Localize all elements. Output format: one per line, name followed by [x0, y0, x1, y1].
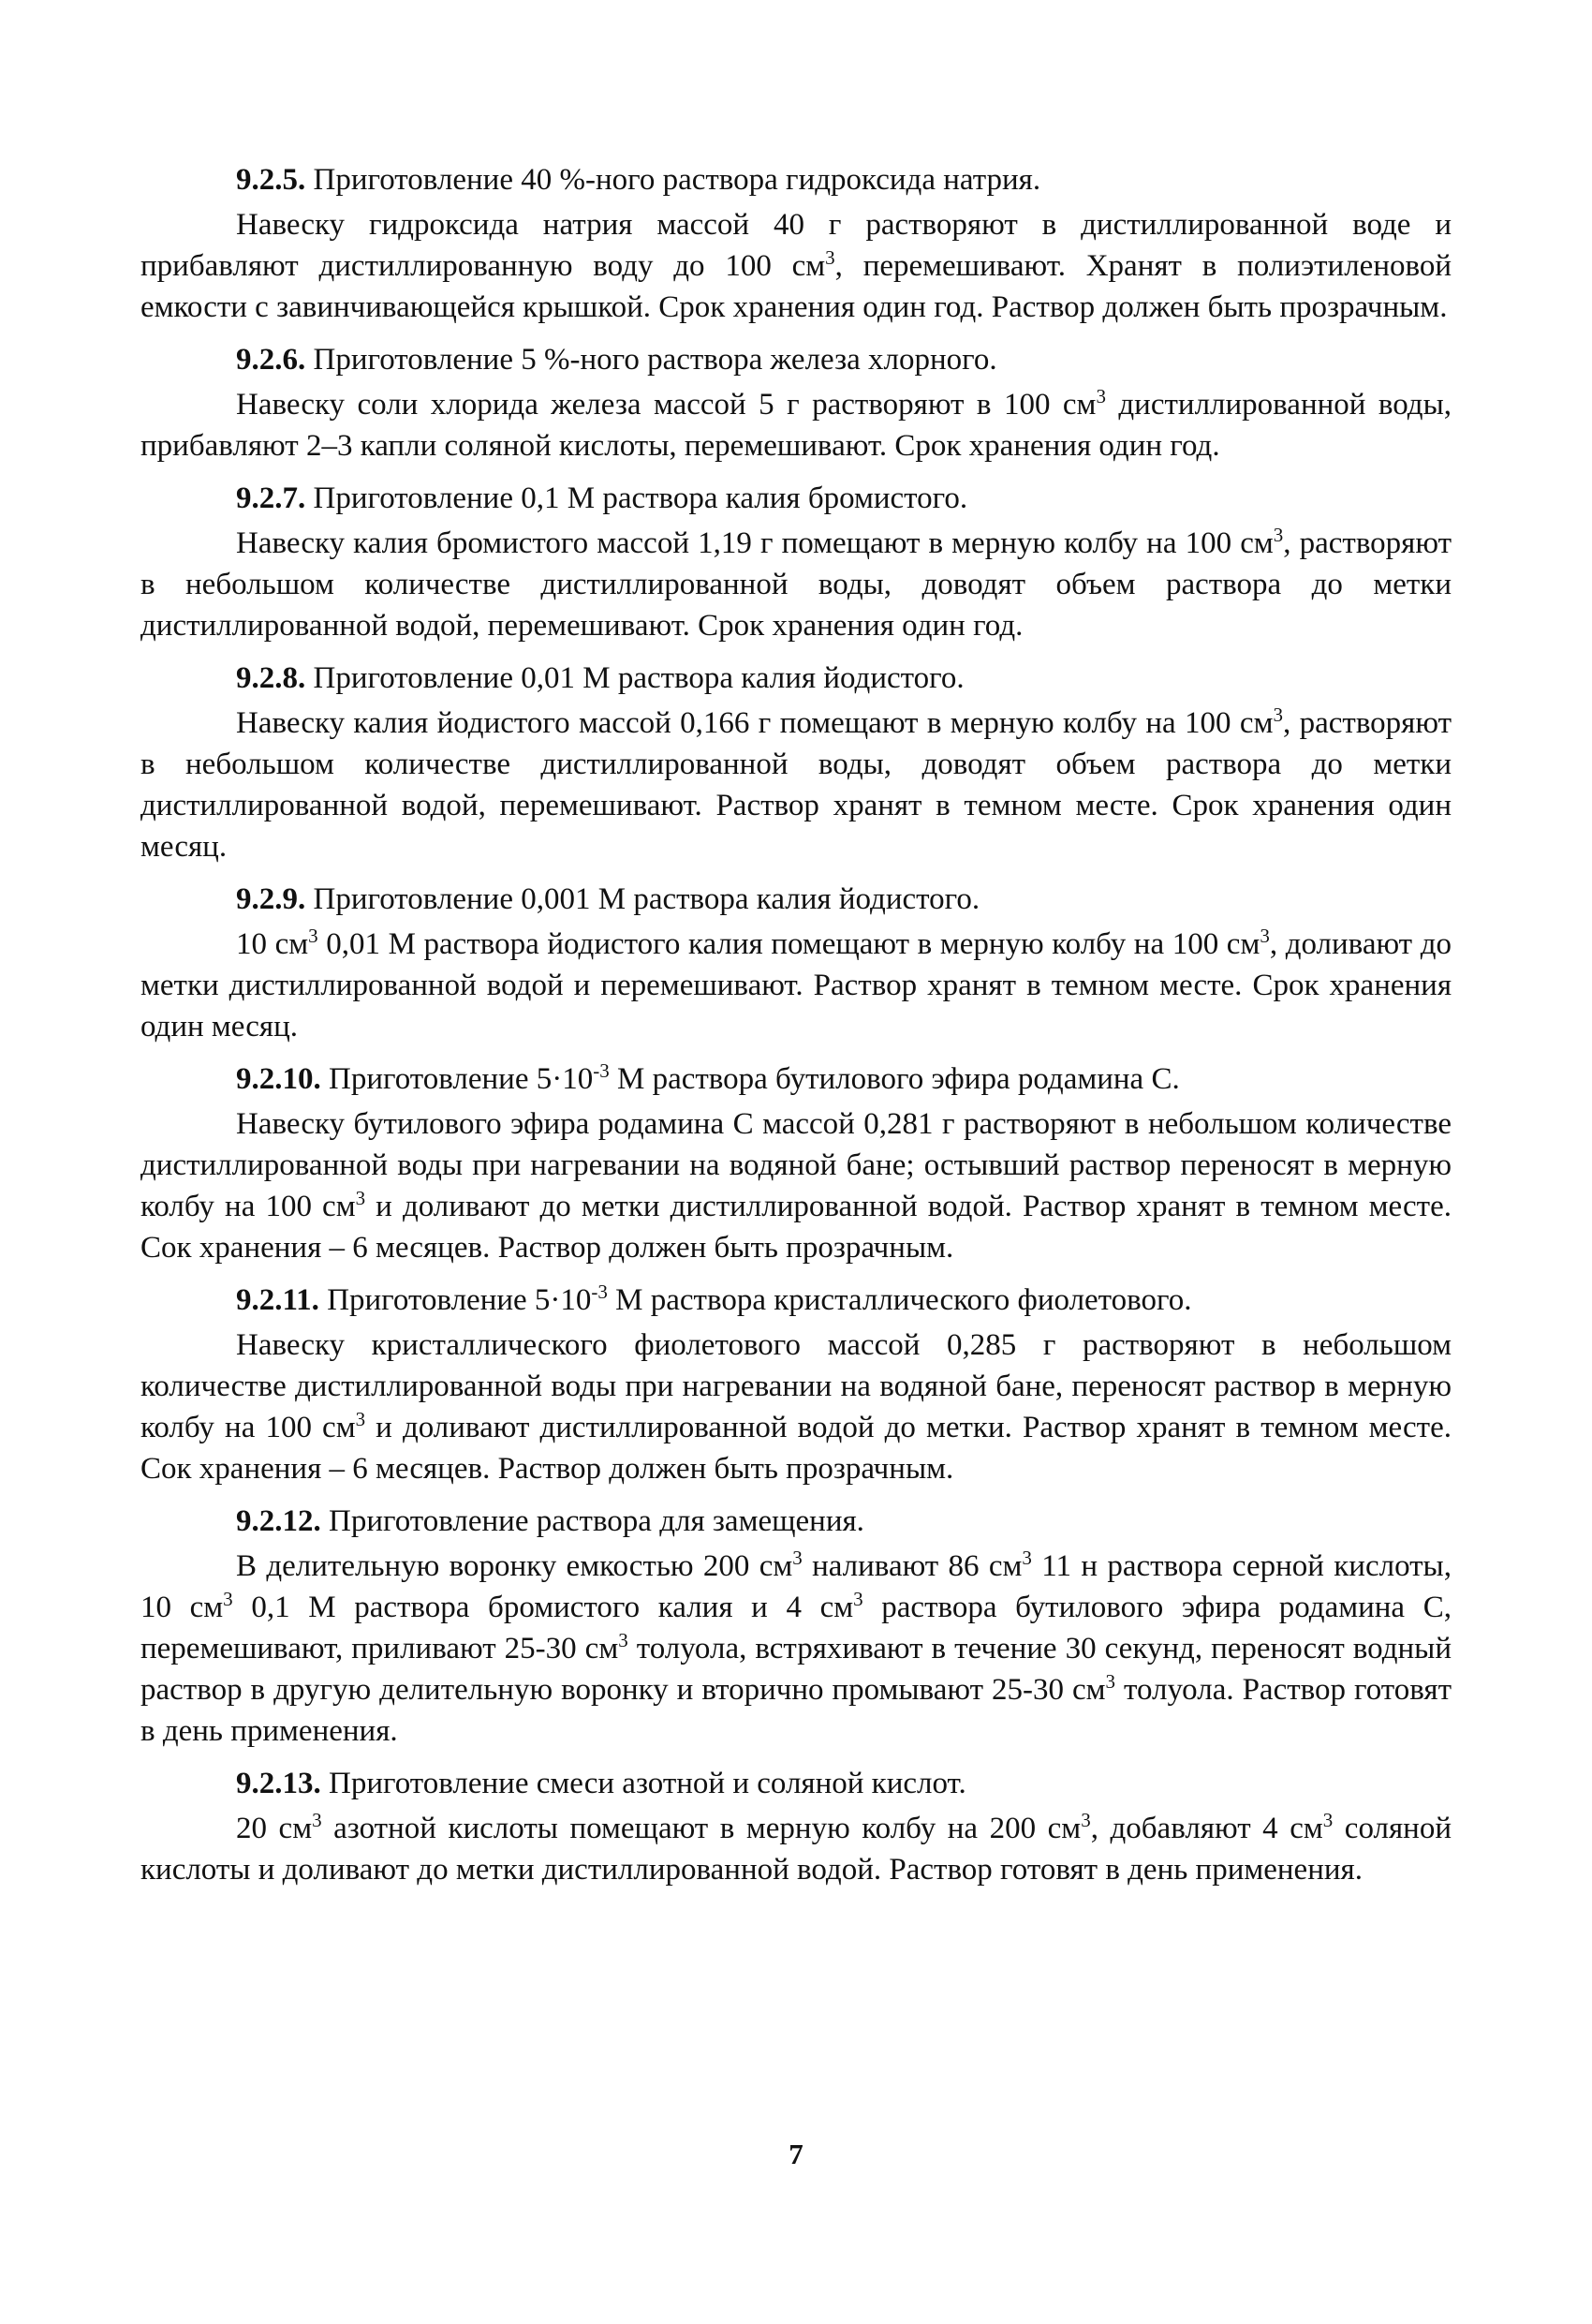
section-heading [140, 478, 1452, 519]
section-9-2-7 [140, 478, 1452, 646]
section-9-2-11 [140, 1280, 1452, 1489]
section-body: Навеску калия бромистого массой 1,19 г помещают в мерную колбу на 100 $см^3$, растворяют в небольшом количестве дистиллированной воды, доводят объем раствора до метки дистиллированной водой, перемешивают. Срок хранения один год. [140, 524, 1452, 643]
section-title: Приготовление смеси азотной и соляной кислот. [329, 1767, 966, 1800]
section-9-2-13 [140, 1763, 1452, 1890]
section-title: Приготовление $5\cdot 10^{-3}$ М раствора бутилового эфира родамина С. [329, 1059, 1180, 1096]
section-number: 9.2.9. [236, 882, 306, 916]
page-number: 7 [789, 2138, 803, 2170]
section-number: 9.2.7. [236, 481, 306, 515]
section-body: Навеску бутилового эфира родамина С массой 0,281 г растворяют в небольшом количестве дистиллированной воды при нагревании на водяной бане; остывший раствор переносят в мерную колбу на 100 $см^3$ и доливают до метки дистиллированной водой. Раствор хранят в темном месте. Сок хранения – 6 месяцев. Раствор должен быть прозрачным. [140, 1107, 1452, 1265]
section-number: 9.2.13. [236, 1767, 321, 1800]
document-page [140, 159, 1452, 1902]
section-body: Навеску гидроксида натрия массой 40 г растворяют в дистиллированной воде и прибавляют дистиллированную воду до 100 $см^3$, перемешивают. Хранят в полиэтиленовой емкости с завинчивающейся крышкой. Срок хранения один год. Раствор должен быть прозрачным. [140, 208, 1452, 324]
section-title: Приготовление 0,01 М раствора калия йодистого. [313, 661, 965, 695]
section-heading [140, 339, 1452, 380]
section-number: 9.2.8. [236, 661, 306, 695]
section-heading [140, 1501, 1452, 1542]
section-number: 9.2.10. [236, 1062, 321, 1096]
section-title: Приготовление 40 %-ного раствора гидроксида натрия. [313, 163, 1041, 197]
section-heading [140, 159, 1452, 200]
section-9-2-5 [140, 159, 1452, 328]
section-body: 10 $см^3$ 0,01 М раствора йодистого калия помещают в мерную колбу на 100 $см^3$, доливают до метки дистиллированной водой и перемешивают. Раствор хранят в темном месте. Срок хранения один месяц. [140, 925, 1452, 1044]
section-heading [140, 658, 1452, 699]
section-number: 9.2.5. [236, 163, 306, 197]
section-title: Приготовление $5\cdot 10^{-3}$ М раствора кристаллического фиолетового. [327, 1280, 1192, 1317]
section-body: Навеску калия йодистого массой 0,166 г помещают в мерную колбу на 100 $см^3$, растворяют в небольшом количестве дистиллированной воды, доводят объем раствора до метки дистиллированной водой, перемешивают. Раствор хранят в темном месте. Срок хранения один месяц. [140, 703, 1452, 864]
section-9-2-10 [140, 1058, 1452, 1268]
section-number: 9.2.6. [236, 343, 306, 377]
section-9-2-8 [140, 658, 1452, 867]
section-body: В делительную воронку емкостью 200 $см^3$ наливают 86 $см^3$ 11 н раствора серной кислоты, 10 $см^3$ 0,1 М раствора бромистого калия и 4 $см^3$ раствора бутилового эфира родамина С, перемешивают, приливают 25-30 $см^3$ толуола, встряхивают в течение 30 секунд, переносят водный раствор в другую делительную воронку и вторично промывают 25-30 $см^3$ толуола. Раствор готовят в день применения. [140, 1547, 1452, 1748]
section-title: Приготовление раствора для замещения. [329, 1504, 864, 1538]
section-9-2-9 [140, 879, 1452, 1047]
section-number: 9.2.12. [236, 1504, 321, 1538]
section-title: Приготовление 0,001 М раствора калия йодистого. [313, 882, 980, 916]
section-heading [140, 879, 1452, 920]
section-9-2-6 [140, 339, 1452, 466]
section-title: Приготовление 0,1 М раствора калия бромистого. [313, 481, 968, 515]
section-body: Навеску кристаллического фиолетового массой 0,285 г растворяют в небольшом количестве дистиллированной воды при нагревании на водяной бане, переносят раствор в мерную колбу на 100 $см^3$ и доливают дистиллированной водой до метки. Раствор хранят в темном месте. Сок хранения – 6 месяцев. Раствор должен быть прозрачным. [140, 1328, 1452, 1486]
section-heading [140, 1058, 1452, 1100]
section-9-2-12 [140, 1501, 1452, 1752]
section-number: 9.2.11. [236, 1283, 319, 1317]
section-body: Навеску соли хлорида железа массой 5 г растворяют в 100 $см^3$ дистиллированной воды, прибавляют 2–3 капли соляной кислоты, перемешивают. Срок хранения один год. [140, 385, 1452, 463]
section-heading [140, 1763, 1452, 1804]
section-heading [140, 1280, 1452, 1321]
section-title: Приготовление 5 %-ного раствора железа хлорного. [313, 343, 997, 377]
section-body: 20 $см^3$ азотной кислоты помещают в мерную колбу на 200 $см^3$, добавляют 4 $см^3$ соляной кислоты и доливают до метки дистиллированной водой. Раствор готовят в день применения. [140, 1809, 1452, 1887]
